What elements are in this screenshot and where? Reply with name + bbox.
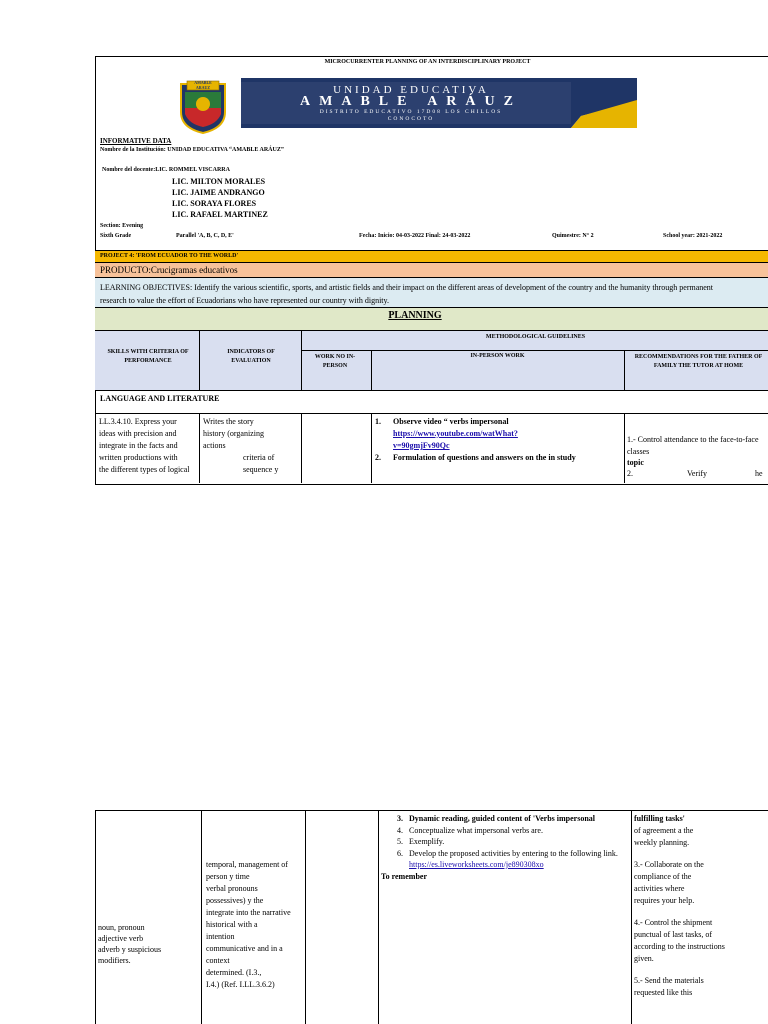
recommendation-line: of agreement a the <box>634 826 694 835</box>
teacher-3: LIC. SORAYA FLORES <box>172 199 257 208</box>
indicator-line: possessives) y the <box>206 896 264 905</box>
table-divider <box>631 810 632 1024</box>
activity-number: 5. <box>397 837 403 846</box>
skills-header: SKILLS WITH CRITERIA OF PERFORMANCE <box>107 349 189 364</box>
activity-1 <box>375 416 621 428</box>
activity-4 <box>381 825 629 837</box>
teacher-1: LIC. MILTON MORALES <box>172 177 266 186</box>
table-divider <box>378 810 379 1024</box>
teacher-4: LIC. RAFAEL MARTINEZ <box>172 210 268 219</box>
recommendation-word: Verify <box>687 469 707 478</box>
recommendation-line: punctual of last tasks, of <box>634 930 712 939</box>
table-divider <box>201 810 202 1024</box>
dates-text: Fecha: Inicio: 04-03-2022 Final: 24-03-2022 <box>359 233 471 239</box>
page-two-top-border <box>95 810 631 811</box>
indicator-line: context <box>206 956 230 965</box>
activity-3 <box>381 813 629 825</box>
recommendation-line: requires your help. <box>634 896 695 905</box>
skill-cell <box>99 416 199 476</box>
recommendation-line: 3.- Collaborate on the <box>634 860 704 869</box>
activity-text: Exemplify. <box>409 837 445 846</box>
indicator-line: intention <box>206 932 235 941</box>
in-person-header: IN-PERSON WORK <box>470 353 525 359</box>
indicator-line: criteria of <box>243 453 275 462</box>
skill-cell-continued <box>98 922 200 966</box>
skill-line: adverb y suspicious <box>98 945 162 954</box>
indicator-line: verbal pronouns <box>206 884 258 893</box>
indicator-line: temporal, management of <box>206 860 288 869</box>
banner-line-3: DISTRITO EDUCATIVO 17D08 LOS CHILLOS <box>319 109 503 115</box>
methodological-header: METHODOLOGICAL GUIDELINES <box>485 334 586 340</box>
banner-line-4: CONOCOTO <box>387 116 435 122</box>
to-remember: To remember <box>381 871 427 881</box>
banner-line-1: UNIDAD EDUCATIVA <box>333 84 489 96</box>
activity-6 <box>381 848 629 860</box>
video-link-line-2[interactable] <box>375 440 621 452</box>
recommendation-line: given. <box>634 954 654 963</box>
in-person-cell-continued <box>381 813 629 882</box>
activity-text: Dynamic reading, guided content of 'Verbs impersonal <box>409 814 596 823</box>
teacher-label: Nombre del docente:LIC. ROMMEL VISCARRA <box>102 167 230 173</box>
skill-line: the different types of logical <box>99 465 190 474</box>
school-seal-logo <box>177 78 229 134</box>
table-divider <box>371 413 372 483</box>
indicator-line: determined. (I.3., <box>206 968 262 977</box>
school-year-text: School year: 2021-2022 <box>663 233 723 239</box>
table-divider <box>305 810 306 1024</box>
school-banner <box>241 78 637 128</box>
recommendation-line: requested like this <box>634 988 693 997</box>
activity-2 <box>375 452 621 464</box>
activity-text: Observe video “ verbs impersonal <box>393 417 509 426</box>
page-one <box>95 56 768 486</box>
skill-line: integrate in the facts and <box>99 441 178 450</box>
activity-number: 3. <box>397 814 403 823</box>
skill-line: LL.3.4.10. Express your <box>99 417 177 426</box>
recommendation-topic: topic <box>627 458 644 467</box>
document-title: MICROCURRENTER PLANNING OF AN INTERDISCIPLINARY PROJECT <box>324 59 531 65</box>
seal-text: AMABLE ARAUZ <box>194 80 212 90</box>
planning-title: PLANNING <box>388 310 442 321</box>
in-person-cell <box>375 416 621 464</box>
indicator-line: integrate into the narrative <box>206 908 291 917</box>
objectives-text: LEARNING OBJECTIVES: Identify the various scientific, sports, and artistic fields and their impact on the different areas of development of the country and the humanity through permanent research to value the effort of Ecuadorians who have represented our country with dignity. <box>100 283 714 305</box>
skill-line: noun, pronoun <box>98 923 145 932</box>
recommendation-number: 2. <box>627 469 633 478</box>
planning-bar <box>95 308 768 331</box>
recommendation-line: activities where <box>634 884 685 893</box>
recommendation-line: fulfilling tasks' <box>634 814 685 823</box>
recommendations-header: RECOMMENDATIONS FOR THE FATHER OF FAMILY THE TUTOR AT HOME <box>634 354 763 369</box>
table-divider <box>301 331 302 391</box>
recommendation-line: compliance of the <box>634 872 692 881</box>
recommendation-cell <box>627 434 762 480</box>
indicator-line: Writes the story <box>203 417 254 426</box>
skill-line: modifiers. <box>98 956 131 965</box>
indicator-line: I.4.) (Ref. I.LL.3.6.2) <box>206 980 275 989</box>
quimestre-text: Quimestre: N° 2 <box>552 233 594 239</box>
activity-number: 4. <box>397 825 403 835</box>
table-divider <box>199 413 200 483</box>
indicator-line: communicative and in a <box>206 944 283 953</box>
recommendation-line: 5.- Send the materials <box>634 976 704 985</box>
skill-line: ideas with precision and <box>99 429 177 438</box>
indicator-line: person y time <box>206 872 250 881</box>
product-bar <box>95 263 768 278</box>
project-bar <box>95 250 768 263</box>
table-divider <box>624 413 625 483</box>
skill-line: written productions with <box>99 453 178 462</box>
page-two-top-border <box>631 810 768 811</box>
grade-text: Sixth Grade <box>100 233 132 239</box>
teacher-2: LIC. JAIME ANDRANGO <box>172 188 265 197</box>
activity-text: Develop the proposed activities by entering to the following link. <box>409 848 618 858</box>
recommendation-line: 4.- Control the shipment <box>634 918 713 927</box>
section-text: Section: Evening <box>100 223 144 229</box>
table-divider <box>95 413 768 414</box>
parallel-text: Parallel 'A, B, C, D, E' <box>176 233 234 239</box>
product-text: PRODUCTO:Crucigramas educativos <box>100 265 238 275</box>
activity-number: 6. <box>397 848 403 858</box>
recommendation-line: weekly planning. <box>634 838 690 847</box>
activity-text: Conceptualize what impersonal verbs are. <box>409 825 543 835</box>
institution-name: Nombre de la Institución: UNIDAD EDUCATIVA “AMABLE ARÁUZ” <box>100 147 284 153</box>
recommendation-1: 1.- Control attendance to the face-to-face classes <box>627 435 759 456</box>
recommendation-2 <box>627 468 762 480</box>
informative-data-title: INFORMATIVE DATA <box>100 137 172 145</box>
recommendation-cell-continued <box>634 813 766 999</box>
banner-line-2: AMABLE ARÁUZ <box>300 94 522 109</box>
recommendation-line: according to the instructions <box>634 942 725 951</box>
activity-number: 2. <box>375 453 381 462</box>
indicator-line: actions <box>203 441 226 450</box>
indicator-line: history (organizing <box>203 429 264 438</box>
table-divider <box>95 810 96 1024</box>
subject-title: LANGUAGE AND LITERATURE <box>100 394 220 403</box>
recommendation-word: he <box>755 469 763 478</box>
indicator-line: sequence y <box>243 465 279 474</box>
table-divider <box>199 331 200 391</box>
activity-text: Formulation of questions and answers on the in study <box>393 453 576 462</box>
indicator-line: historical with a <box>206 920 258 929</box>
indicators-header: INDICATORS OF EVALUATION <box>227 349 275 364</box>
activity-number: 1. <box>375 417 381 426</box>
indicator-cell <box>203 416 299 476</box>
indicator-cell-continued <box>206 859 304 991</box>
activity-5 <box>381 836 629 848</box>
objectives-bar <box>95 278 768 308</box>
worksheet-link-line[interactable] <box>381 859 629 871</box>
skill-line: adjective verb <box>98 934 144 943</box>
table-divider <box>301 413 302 483</box>
worksheet-link[interactable]: https://es.liveworksheets.com/je890308xo <box>409 860 544 869</box>
video-link[interactable]: https://www.youtube.com/watWhat? <box>393 429 518 438</box>
project-text: PROJECT 4: 'FROM ECUADOR TO THE WORLD' <box>100 253 239 259</box>
work-no-in-person-header: WORK NO IN-PERSON <box>314 354 356 369</box>
video-link-line-1[interactable] <box>375 428 621 440</box>
video-link[interactable]: v=90gmjFv90Qc <box>393 441 450 450</box>
page-two <box>95 810 768 1024</box>
